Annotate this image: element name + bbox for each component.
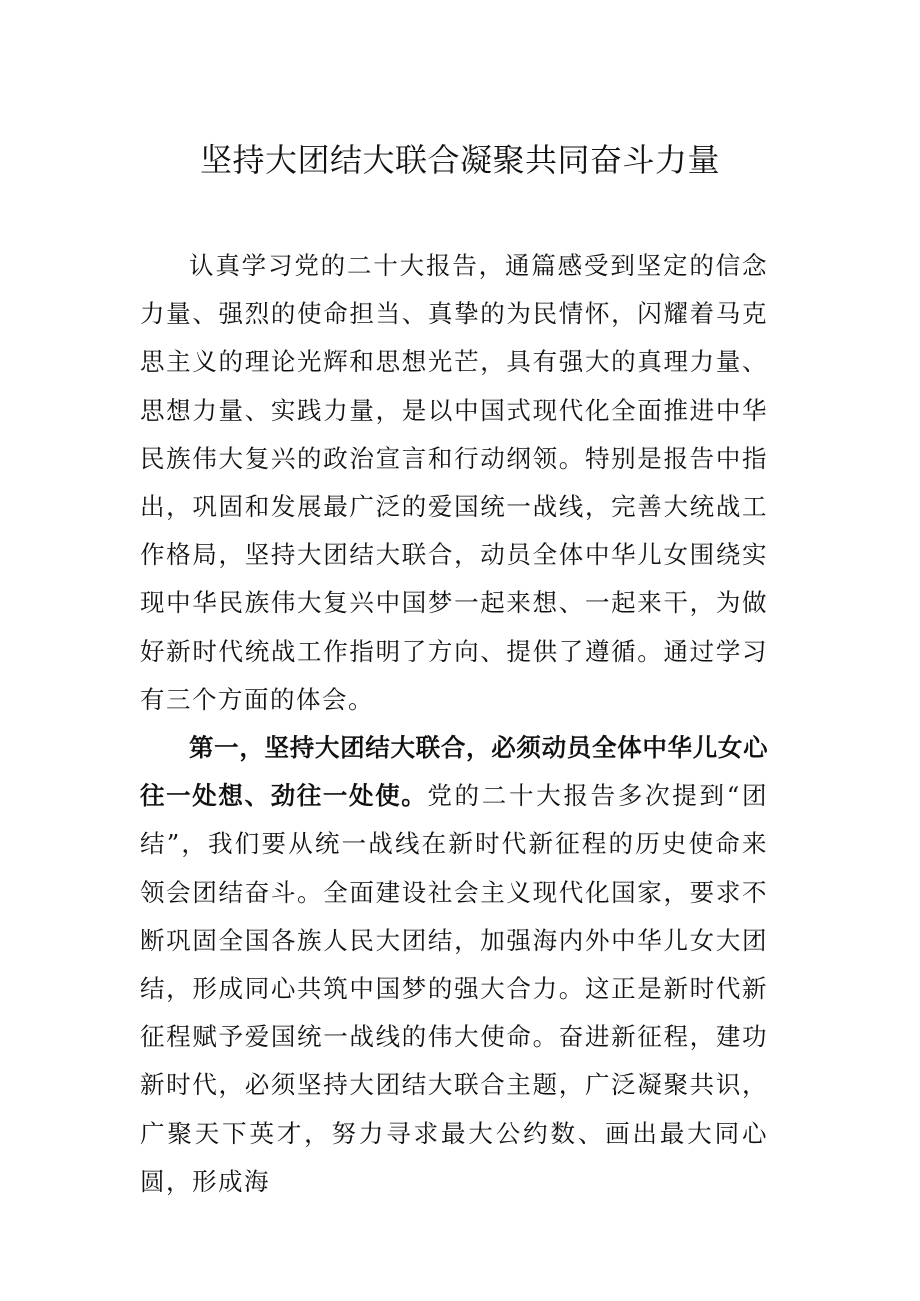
document-title: 坚持大团结大联合凝聚共同奋斗力量: [199, 141, 720, 179]
paragraph-intro-text: 认真学习党的二十大报告，通篇感受到坚定的信念力量、强烈的使命担当、真挚的为民情怀，闪耀着马克思主义的理论光辉和思想光芒，具有强大的真理力量、思想力量、实践力量，是以中国式现代化全面推进中华民族伟大复兴的政治宣言和行动纲领。特别是报告中指出，巩固和发展最广泛的爱国统一战线，完善大统战工作格局，坚持大团结大联合，动员全体中华儿女围绕实现中华民族伟大复兴中国梦一起来想、一起来干，为做好新时代统战工作指明了方向、提供了遵循。通过学习有三个方面的体会。: [140, 251, 768, 714]
paragraph-point-one: [140, 724, 768, 1206]
document-body: [140, 242, 768, 1206]
paragraph-point-one-text: 党的二十大报告多次提到“团结”，我们要从统一战线在新时代新征程的历史使命来领会团结奋斗。全面建设社会主义现代化国家，要求不断巩固全国各族人民大团结，加强海内外中华儿女大团结，形成同心共筑中国梦的强大合力。这正是新时代新征程赋予爱国统一战线的伟大使命。奋进新征程，建功新时代，必须坚持大团结大联合主题，广泛凝聚共识，广聚天下英才，努力寻求最大公约数、画出最大同心圆，形成海: [140, 781, 768, 1196]
paragraph-intro: [140, 242, 768, 724]
paragraph-point-one-lead: 第一，坚持大团结大联合，必须动员全体中华儿女心往一处想、劲往一处使。: [140, 733, 768, 811]
